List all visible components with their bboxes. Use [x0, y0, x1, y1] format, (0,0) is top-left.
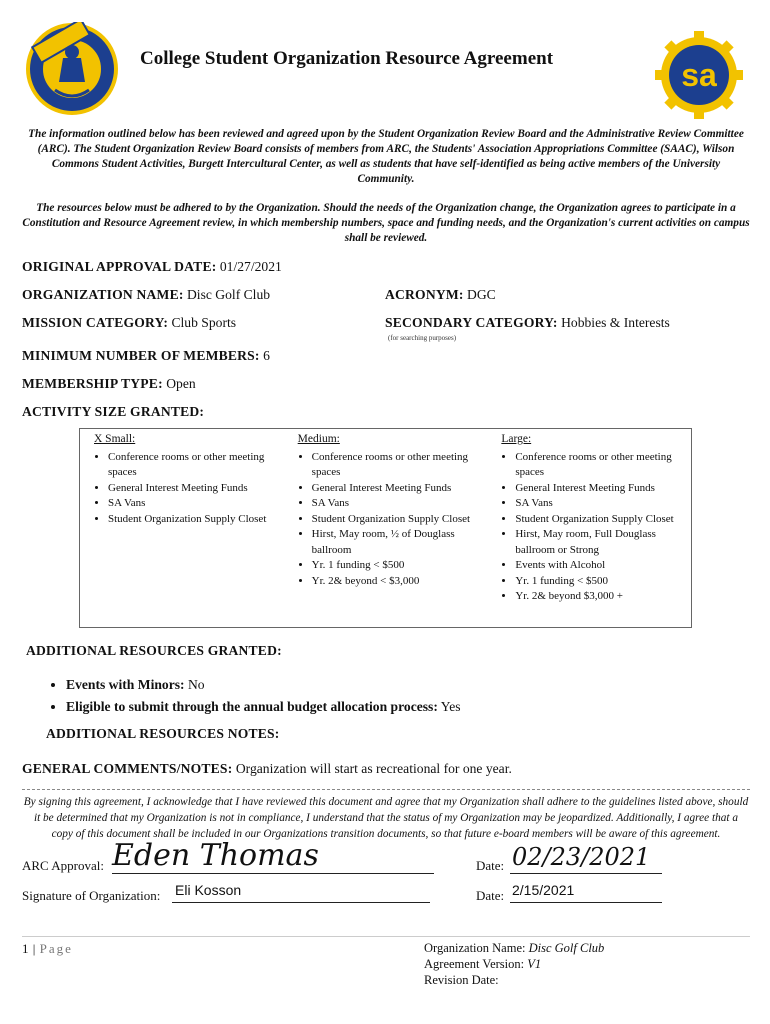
list-item: • Yr. 2& beyond $3,000 + [515, 589, 687, 605]
svg-text:sa: sa [681, 57, 717, 93]
footer-org-name: Organization Name: Disc Golf Club [424, 941, 605, 955]
secondary-category-note: (for searching purposes) [388, 334, 457, 342]
activity-size-table [79, 428, 692, 628]
mission-category: MISSION CATEGORY: Club Sports [22, 315, 237, 330]
footer-version: Agreement Version: V1 [424, 957, 542, 971]
minimum-members: MINIMUM NUMBER OF MEMBERS: 6 [22, 348, 270, 363]
intro-paragraph-1: The information outlined below has been reviewed and agreed upon by the Student Organization Review Board and the Administrative Review Committee (ARC). The Student Organization Review Board consists of members from ARC, the Students' Association Appropriations Committee (SAAC), Wilson Commons Student Activities, Burgett Intercultural Center, as well as students that have self-identified as being active members of the University Community. [28, 128, 744, 185]
page-number: 1 | Page [22, 941, 73, 956]
list-item: • Conference rooms or other meeting spaces [108, 450, 280, 481]
footer-info [424, 940, 604, 988]
sa-gear-logo [654, 30, 744, 120]
list-item: • Yr. 1 funding < $500 [515, 574, 687, 590]
original-approval-date: ORIGINAL APPROVAL DATE: 01/27/2021 [22, 259, 282, 274]
organization-signature-line [172, 902, 430, 903]
arc-signature: Eden Thomas [112, 838, 319, 873]
list-item: • Student Organization Supply Closet [515, 512, 687, 528]
list-item: • SA Vans [312, 496, 484, 512]
list-item: • Hirst, May room, Full Douglass ballroom or Strong [515, 527, 687, 558]
acronym: ACRONYM: DGC [385, 287, 496, 302]
list-item: • Yr. 2& beyond < $3,000 [312, 574, 484, 590]
organization-signature: Eli Kosson [175, 882, 242, 898]
arc-signature-line [112, 873, 434, 874]
page-title: College Student Organization Resource Agreement [140, 48, 554, 69]
list-item: • SA Vans [108, 496, 280, 512]
list-item: • Hirst, May room, ½ of Douglass ballroom [312, 527, 484, 558]
university-seal-logo [25, 22, 119, 116]
list-item: • General Interest Meeting Funds [108, 481, 280, 497]
intro-paragraph-2: The resources below must be adhered to by the Organization. Should the needs of the Organization change, the Organization agrees to participate in a Constitution and Resource Agreement review, in which membership numbers, space and funding needs, and the Organization's current activities on campus shall be reviewed. [22, 202, 750, 244]
list-item: • Student Organization Supply Closet [312, 512, 484, 528]
additional-resources-list [44, 674, 461, 718]
list-item: • Events with Alcohol [515, 558, 687, 574]
arc-date-value: 02/23/2021 [512, 843, 651, 871]
activity-size-label: ACTIVITY SIZE GRANTED: [22, 404, 205, 419]
size-column-title: Large: [501, 433, 532, 445]
list-item: • Events with Minors: No [66, 674, 461, 696]
list-item: • Conference rooms or other meeting spaces [312, 450, 484, 481]
size-column-large [487, 429, 691, 627]
list-item: • General Interest Meeting Funds [515, 481, 687, 497]
additional-resources-notes-label: ADDITIONAL RESOURCES NOTES: [46, 726, 280, 741]
list-item: • Yr. 1 funding < $500 [312, 558, 484, 574]
organization-name: ORGANIZATION NAME: Disc Golf Club [22, 287, 271, 302]
size-column-title: X Small: [94, 433, 136, 445]
organization-date-value: 2/15/2021 [512, 882, 575, 898]
arc-date-label: Date: [476, 858, 505, 873]
list-item: • Student Organization Supply Closet [108, 512, 280, 528]
footer-divider [22, 936, 750, 937]
signing-statement: By signing this agreement, I acknowledge that I have reviewed this document and agree that my Organization shall adhere to the guidelines listed above, should it be determined that my Organization is not in compliance, I understand that the status of my Organization may be jeopardized. Additionally, I agree that a copy of this document shall be included in our Organizations transition documents, so that future e-board members will be aware of this agreement. [23, 796, 749, 840]
organization-signature-label: Signature of Organization: [22, 888, 161, 903]
arc-date-line [510, 873, 662, 874]
organization-date-label: Date: [476, 888, 505, 903]
size-column-x-small [80, 429, 284, 627]
list-item: • Eligible to submit through the annual budget allocation process: Yes [66, 696, 461, 718]
membership-type: MEMBERSHIP TYPE: Open [22, 376, 196, 391]
list-item: • Conference rooms or other meeting spaces [515, 450, 687, 481]
additional-resources-granted-label: ADDITIONAL RESOURCES GRANTED: [26, 643, 282, 658]
size-column-title: Medium: [297, 433, 340, 445]
general-comments: GENERAL COMMENTS/NOTES: Organization will start as recreational for one year. [22, 761, 512, 776]
list-item: • General Interest Meeting Funds [312, 481, 484, 497]
section-divider [22, 789, 750, 790]
secondary-category: SECONDARY CATEGORY: Hobbies & Interests [385, 315, 670, 330]
footer-revision: Revision Date: [424, 973, 499, 987]
arc-approval-label: ARC Approval: [22, 858, 104, 873]
list-item: • SA Vans [515, 496, 687, 512]
organization-date-line [510, 902, 662, 903]
size-column-medium [284, 429, 488, 627]
